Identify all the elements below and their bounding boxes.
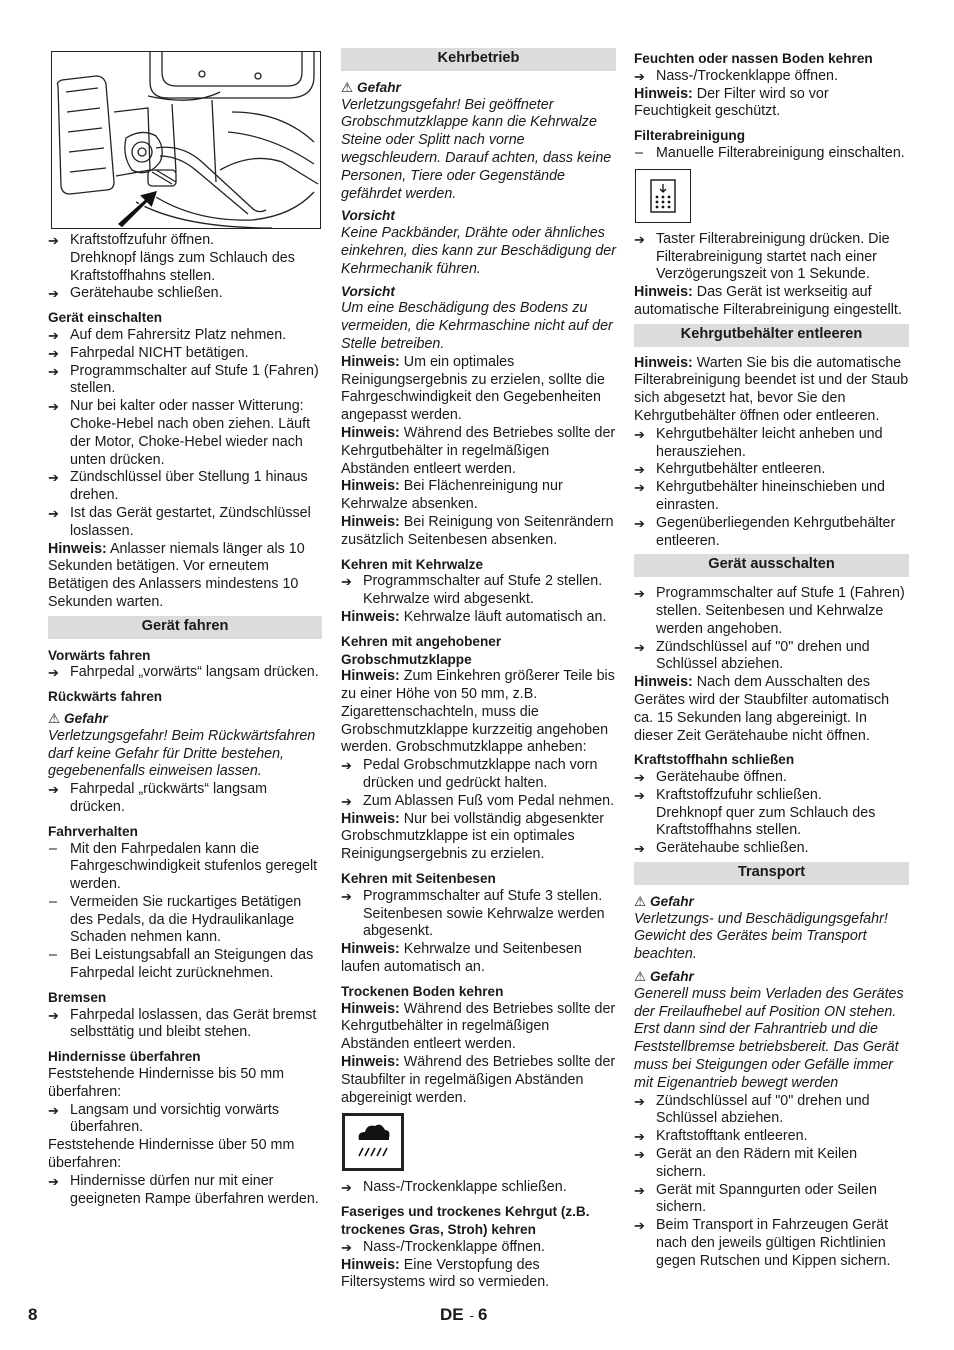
note-label: Hinweis:: [341, 478, 400, 495]
danger-heading: [634, 893, 909, 911]
bullet-text: Zündschlüssel auf "0" drehen und Schlüssel abziehen.: [656, 638, 870, 673]
danger-label: Gefahr: [64, 710, 108, 726]
arrow-bullet-icon: ➔: [634, 787, 645, 803]
note-paragraph: [341, 478, 616, 514]
note-text: Während des Betriebes sollte der Kehrgutbehälter in regelmäßigen Abständen entleert werden.: [341, 424, 616, 477]
warning-triangle-icon: ⚠: [48, 710, 61, 726]
note-text: Bei Flächenreinigung nur Kehrwalze absenken.: [341, 478, 563, 513]
bullet-text: Zündschlüssel auf "0" drehen und Schlüssel abziehen.: [656, 1092, 870, 1127]
note-label: Hinweis:: [341, 424, 400, 441]
bullet-text: Zum Ablassen Fuß vom Pedal nehmen.: [363, 792, 615, 809]
bullet-text: Nass-/Trockenklappe schließen.: [363, 1179, 567, 1196]
bullet-item: [48, 327, 322, 345]
note-paragraph: [634, 355, 909, 426]
bullet-text: Kraftstoffzufuhr öffnen.: [70, 232, 215, 248]
warning-text: Verletzungsgefahr! Beim Rückwärtsfahren darf keine Gefahr für Dritte bestehen, gegebenenfalls einweisen lassen.: [48, 727, 316, 780]
arrow-bullet-icon: ➔: [634, 1093, 645, 1109]
dash-item: [48, 841, 322, 894]
bullet-text: Gerät an den Rädern mit Keilen sichern.: [656, 1146, 858, 1180]
warning-triangle-icon: ⚠: [341, 79, 354, 95]
section-heading: Hindernisse überfahren: [48, 1049, 201, 1065]
bullet-text: Kehrgutbehälter leicht anheben und herausziehen.: [656, 425, 883, 460]
danger-label: Gefahr: [650, 893, 694, 909]
bullet-text: Fahrpedal loslassen, das Gerät bremst selbsttätig und bleibt stehen.: [70, 1006, 317, 1041]
section-heading: Kraftstoffhahn schließen: [634, 752, 795, 768]
note-paragraph: [341, 668, 616, 757]
dash-bullet: –: [49, 947, 57, 964]
bullet-item: [634, 515, 909, 551]
warning-text: Verletzungsgefahr! Bei geöffneter Grobschmutzklappe kann die Kehrwalze Steine oder Splitt nach vorne wegschleudern. Darauf achten, dass keine Personen, Tiere oder Gegenstände gefährdet werden.: [341, 96, 612, 202]
note-text: Kehrwalze läuft automatisch an.: [399, 608, 607, 625]
bullet-item: [48, 1173, 322, 1209]
col3a-content: [634, 50, 909, 163]
bullet-item: [341, 888, 616, 941]
note-text: Das Gerät ist werkseitig auf automatische Filterabreinigung eingestellt.: [634, 284, 902, 318]
bullet-item: [48, 363, 322, 399]
bullet-item: [634, 1093, 909, 1129]
arrow-bullet-icon: ➔: [634, 231, 645, 247]
section-heading: Kehren mit Kehrwalze: [341, 556, 484, 572]
dash-item: [634, 145, 909, 163]
note-paragraph: [341, 425, 616, 478]
bullet-text: Auf dem Fahrersitz Platz nehmen.: [70, 326, 287, 343]
wet-floor-icon: [342, 1113, 404, 1171]
indented-text: Drehknopf quer zum Schlauch des Kraftstoffhahns stellen.: [656, 804, 876, 839]
dash-text: Bei Leistungsabfall an Steigungen das Fahrpedal leicht zurücknehmen.: [70, 947, 314, 982]
note-paragraph: [634, 86, 909, 122]
note-label: Hinweis:: [48, 540, 107, 557]
bullet-item: [341, 757, 616, 793]
arrow-bullet-icon: ➔: [48, 505, 59, 521]
note-text: Nur bei vollständig abgesenkter Grobschmutzklappe ist ein optimales Reinigungsergebnis zu erzielen.: [341, 810, 605, 863]
arrow-bullet-icon: ➔: [634, 1182, 645, 1198]
note-paragraph: [341, 1054, 616, 1107]
arrow-bullet-icon: ➔: [634, 68, 645, 84]
bullet-item: [341, 1239, 616, 1257]
note-label: Hinweis:: [341, 668, 400, 685]
note-label: Hinweis:: [634, 284, 693, 301]
arrow-bullet-icon: ➔: [48, 345, 59, 361]
bullet-text: Gerätehaube schließen.: [656, 840, 809, 857]
bullet-item: [634, 1146, 909, 1182]
arrow-bullet-icon: ➔: [634, 1147, 645, 1163]
dash-item: [48, 894, 322, 947]
section-bar-heading: Gerät ausschalten: [634, 554, 909, 577]
dash-bullet: –: [49, 893, 57, 910]
bullet-text: Fahrpedal „rückwärts“ langsam drücken.: [70, 781, 268, 815]
section-heading: Faseriges und trockenes Kehrgut (z.B. trockenes Gras, Stroh) kehren: [341, 1204, 590, 1238]
section-heading: Kehren mit angehobener Grobschmutzklappe: [341, 633, 502, 667]
bullet-item: [341, 573, 616, 609]
warning-text: Generell muss beim Verladen des Gerätes der Freilaufhebel auf Position ON stehen. Erst dann sind der Fahrantrieb und die Feststellbremse betriebsbereit. Das Gerät muss bei Steigungen oder Gefälle immer mit Eigenantrieb bewegt werden: [634, 985, 904, 1091]
arrow-bullet-icon: ➔: [634, 770, 645, 786]
section-bar-heading: Gerät fahren: [48, 616, 322, 639]
bullet-text: Kehrgutbehälter entleeren.: [656, 461, 826, 478]
arrow-bullet-icon: ➔: [634, 639, 645, 655]
section-heading: Gerät einschalten: [48, 310, 163, 326]
bullet-text: Fahrpedal NICHT betätigen.: [70, 344, 249, 361]
bullet-item: [48, 505, 322, 541]
bullet-item: [634, 1128, 909, 1146]
note-label: Hinweis:: [634, 674, 693, 691]
dash-item: [48, 947, 322, 983]
bullet-item: [48, 1102, 322, 1138]
arrow-bullet-icon: ➔: [341, 1180, 352, 1196]
section-bar-heading: Kehrbetrieb: [341, 48, 616, 71]
note-text: Warten Sie bis die automatische Filterabreinigung beendet ist und der Staub sich abgesetzt hat, bevor Sie den Kehrgutbehälter öffnen oder entleeren.: [634, 354, 909, 424]
bullet-text: Hindernisse dürfen nur mit einer geeigneten Rampe überfahren werden.: [70, 1172, 319, 1207]
note-text: Eine Verstopfung des Filtersystems wird so vermieden.: [341, 1256, 550, 1291]
paragraph: Feststehende Hindernisse bis 50 mm überfahren:: [48, 1066, 285, 1100]
bullet-text: Programmschalter auf Stufe 2 stellen. Kehrwalze wird abgesenkt.: [363, 573, 603, 608]
section-bar-heading: Kehrgutbehälter entleeren: [634, 324, 909, 347]
arrow-bullet-icon: ➔: [48, 782, 59, 798]
note-paragraph: [341, 609, 616, 627]
section-bar-heading: Transport: [634, 862, 909, 885]
bullet-text: Programmschalter auf Stufe 3 stellen. Seitenbesen sowie Kehrwalze werden abgesenkt.: [363, 887, 605, 940]
bullet-item: [634, 769, 909, 787]
arrow-bullet-icon: ➔: [48, 1173, 59, 1189]
arrow-bullet-icon: ➔: [341, 793, 352, 809]
note-label: Hinweis:: [341, 513, 400, 530]
note-paragraph: [341, 514, 616, 550]
note-text: Um ein optimales Reinigungsergebnis zu erzielen, sollte die Fahrgeschwindigkeit den Gegebenheiten angepasst werden.: [341, 353, 605, 424]
bullet-text: Gerätehaube schließen.: [70, 285, 223, 302]
bullet-item: [634, 68, 909, 86]
paragraph: Feststehende Hindernisse über 50 mm überfahren:: [48, 1137, 295, 1172]
note-label: Hinweis:: [634, 85, 693, 102]
bullet-text: Langsam und vorsichtig vorwärts überfahren.: [70, 1101, 279, 1136]
danger-heading: [341, 79, 616, 97]
warning-text: Verletzungs- und Beschädigungsgefahr! Gewicht des Gerätes beim Transport beachten.: [634, 910, 888, 963]
arrow-bullet-icon: ➔: [48, 363, 59, 379]
warning-triangle-icon: ⚠: [634, 969, 647, 985]
arrow-bullet-icon: ➔: [48, 327, 59, 343]
note-paragraph: [634, 284, 909, 320]
note-label: Hinweis:: [341, 1054, 400, 1071]
bullet-item: [634, 1182, 909, 1218]
note-text: Nach dem Ausschalten des Gerätes wird der Staubfilter automatisch ca. 15 Sekunden lang abgereinigt. In dieser Zeit Gerätehaube nicht öffnen.: [634, 674, 890, 744]
note-paragraph: [341, 1001, 616, 1054]
column-1: [48, 44, 322, 1208]
bullet-item: [48, 664, 322, 682]
arrow-bullet-icon: ➔: [634, 462, 645, 478]
arrow-bullet-icon: ➔: [48, 286, 59, 302]
bullet-item: [341, 793, 616, 811]
section-heading: Fahrverhalten: [48, 823, 138, 839]
bullet-text: Kehrgutbehälter hineinschieben und einrasten.: [656, 479, 885, 513]
filter-cleaning-icon: [635, 169, 691, 223]
danger-label: Gefahr: [650, 969, 694, 985]
caution-heading: Vorsicht: [341, 283, 395, 299]
section-heading: Trockenen Boden kehren: [341, 983, 504, 999]
bullet-text: Kraftstoffzufuhr schließen.: [656, 786, 822, 803]
bullet-text: Gegenüberliegenden Kehrgutbehälter entleeren.: [656, 514, 896, 549]
danger-label: Gefahr: [357, 79, 401, 95]
bullet-text: Fahrpedal „vorwärts“ langsam drücken.: [70, 664, 319, 681]
bullet-item: [634, 1217, 909, 1270]
arrow-bullet-icon: ➔: [341, 574, 352, 590]
arrow-bullet-icon: ➔: [634, 841, 645, 857]
bullet-item: [48, 285, 322, 303]
note-label: Hinweis:: [341, 1000, 400, 1017]
bullet-text: Nass-/Trockenklappe öffnen.: [363, 1238, 545, 1255]
section-heading: Rückwärts fahren: [48, 689, 163, 705]
section-heading: Bremsen: [48, 989, 107, 1005]
bullet-item: [48, 398, 322, 469]
note-text: Während des Betriebes sollte der Staubfilter in regelmäßigen Abständen abgereinigt werden.: [341, 1054, 616, 1106]
note-paragraph: [341, 354, 616, 425]
arrow-bullet-icon: ➔: [48, 233, 59, 248]
note-label: Hinweis:: [341, 810, 400, 827]
section-heading: Kehren mit Seitenbesen: [341, 871, 496, 887]
note-paragraph: [341, 811, 616, 864]
ref-dash: -: [469, 1308, 474, 1323]
dash-text: Mit den Fahrpedalen kann die Fahrgeschwindigkeit stufenlos geregelt werden.: [70, 840, 318, 893]
bullet-text: Gerät mit Spanngurten oder Seilen sichern.: [656, 1181, 877, 1216]
note-text: Bei Reinigung von Seitenrändern zusätzlich Seitenbesen absenken.: [341, 513, 614, 548]
bullet-item: [634, 231, 909, 284]
note-label: Hinweis:: [341, 353, 400, 370]
bullet-text: Taster Filterabreinigung drücken. Die Filterabreinigung startet nach einer Verzögerungszeit von 1 Sekunde.: [656, 230, 890, 283]
arrow-bullet-icon: ➔: [634, 426, 645, 442]
bullet-text: Nur bei kalter oder nasser Witterung: Choke-Hebel nach oben ziehen. Läuft der Motor, Choke-Hebel wieder nach unten drücken.: [70, 398, 311, 468]
note-label: Hinweis:: [341, 1256, 400, 1273]
warning-triangle-icon: ⚠: [634, 893, 647, 909]
arrow-bullet-icon: ➔: [48, 665, 59, 681]
section-heading: Vorwärts fahren: [48, 647, 151, 663]
indented-text: Drehknopf längs zum Schlauch des Kraftstoffhahns stellen.: [70, 249, 295, 284]
bullet-item: [634, 479, 909, 515]
bullet-item: [634, 426, 909, 462]
dash-text: Vermeiden Sie ruckartiges Betätigen des Pedals, da die Hydraulikanlage Schaden nehmen kann.: [70, 893, 302, 946]
note-label: Hinweis:: [341, 941, 400, 958]
note-paragraph: [341, 941, 616, 977]
col2a-content: [341, 48, 616, 1107]
bullet-text: Nass-/Trockenklappe öffnen.: [656, 67, 838, 84]
language-page-ref: [440, 1306, 487, 1325]
bullet-item: [48, 345, 322, 363]
arrow-bullet-icon: ➔: [341, 888, 352, 904]
dash-text: Manuelle Filterabreinigung einschalten.: [656, 144, 905, 161]
bullet-text: Zündschlüssel über Stellung 1 hinaus drehen.: [70, 469, 308, 504]
bullet-text: Pedal Grobschmutzklappe nach vorn drücken und gedrückt halten.: [363, 757, 598, 792]
bullet-text: Gerätehaube öffnen.: [656, 769, 787, 786]
note-text: Der Filter wird so vor Feuchtigkeit geschützt.: [634, 85, 829, 120]
bullet-item: [48, 781, 322, 817]
bullet-item: [634, 787, 909, 805]
note-label: Hinweis:: [634, 354, 693, 371]
danger-heading: [634, 968, 909, 986]
arrow-bullet-icon: ➔: [634, 586, 645, 602]
bullet-item: [341, 1179, 616, 1197]
warning-text: Um eine Beschädigung des Bodens zu vermeiden, die Kehrmaschine nicht auf der Stelle betreiben.: [341, 300, 613, 352]
dash-bullet: –: [635, 144, 643, 161]
col1-content: [48, 232, 322, 1208]
arrow-bullet-icon: ➔: [634, 1218, 645, 1234]
column-3: [634, 44, 909, 1271]
note-paragraph: [48, 541, 322, 612]
danger-heading: [48, 710, 322, 728]
note-text: Während des Betriebes sollte der Kehrgutbehälter in regelmäßigen Abständen entleert werden.: [341, 1000, 616, 1053]
bullet-item: [48, 232, 322, 250]
col3b-content: [634, 231, 909, 1271]
dash-bullet: –: [49, 840, 57, 857]
section-heading: Feuchten oder nassen Boden kehren: [634, 51, 873, 66]
section-page-number: 6: [477, 1305, 488, 1324]
bullet-item: [634, 639, 909, 675]
bullet-text: Programmschalter auf Stufe 1 (Fahren) stellen. Seitenbesen und Kehrwalze werden angehoben.: [656, 585, 905, 637]
note-text: Kehrwalze und Seitenbesen laufen automatisch an.: [341, 941, 582, 976]
arrow-bullet-icon: ➔: [48, 399, 59, 415]
section-heading: Filterabreinigung: [634, 128, 746, 144]
page-number: 8: [28, 1305, 38, 1324]
bullet-item: [48, 469, 322, 505]
bullet-text: Programmschalter auf Stufe 1 (Fahren) stellen.: [70, 362, 319, 397]
bullet-item: [634, 461, 909, 479]
arrow-bullet-icon: ➔: [341, 758, 352, 774]
bullet-text: Beim Transport in Fahrzeugen Gerät nach den jeweils gültigen Richtlinien gegen Rutschen und Kippen sichern.: [656, 1217, 891, 1269]
note-text: Zum Einkehren größerer Teile bis zu einer Höhe von 50 mm, z.B. Zigarettenschachteln, muss die Grobschmutzklappe kurzzeitig angehoben werden. Grobschmutzklappe anheben:: [341, 668, 615, 756]
arrow-bullet-icon: ➔: [634, 515, 645, 531]
caution-heading: Vorsicht: [341, 208, 395, 224]
column-2: [341, 44, 616, 1292]
note-label: Hinweis:: [341, 608, 400, 625]
arrow-bullet-icon: ➔: [48, 470, 59, 486]
engine-drawing: [52, 52, 320, 228]
note-paragraph: [341, 1257, 616, 1293]
bullet-text: Ist das Gerät gestartet, Zündschlüssel loslassen.: [70, 504, 311, 539]
arrow-bullet-icon: ➔: [634, 1129, 645, 1145]
arrow-bullet-icon: ➔: [48, 1102, 59, 1118]
col2b-content: [341, 1179, 616, 1292]
language-code: DE: [440, 1305, 464, 1324]
arrow-bullet-icon: ➔: [634, 480, 645, 496]
note-paragraph: [634, 674, 909, 745]
arrow-bullet-icon: ➔: [341, 1239, 352, 1255]
note-text: Anlasser niemals länger als 10 Sekunden betätigen. Vor erneutem Betätigen des Anlassers mindestens 10 Sekunden warten.: [48, 540, 305, 610]
bullet-item: [48, 1007, 322, 1043]
bullet-item: [634, 840, 909, 858]
warning-text: Keine Packbänder, Drähte oder ähnliches einkehren, dies kann zur Beschädigung der Kehrmechanik führen.: [341, 225, 616, 277]
arrow-bullet-icon: ➔: [48, 1007, 59, 1023]
bullet-text: Kraftstofftank entleeren.: [656, 1128, 808, 1145]
engine-fuel-valve-illustration: [51, 51, 321, 229]
bullet-item: [634, 585, 909, 638]
